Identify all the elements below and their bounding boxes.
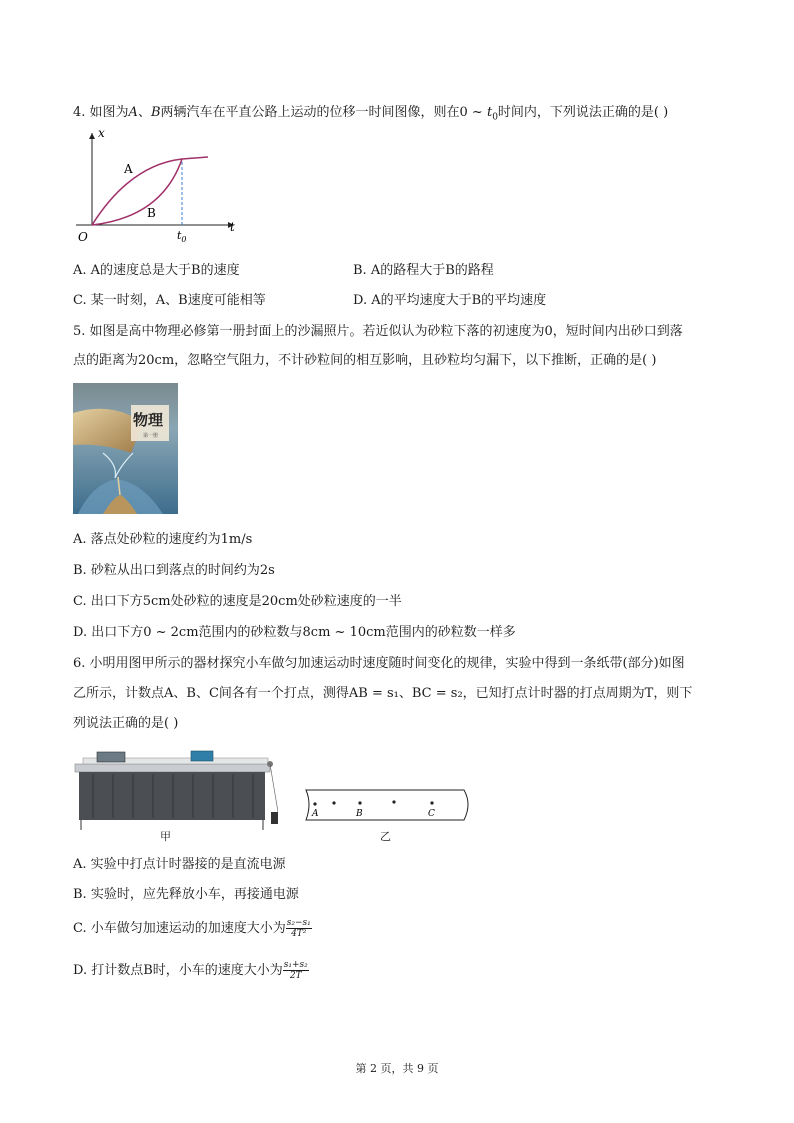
q4-xt-graph xyxy=(70,125,245,245)
curve-b-label: B xyxy=(147,206,156,220)
tape-dot-a xyxy=(313,802,316,805)
string xyxy=(270,764,278,812)
tape-dot-c xyxy=(430,801,433,804)
q5-option-b[interactable]: B. 砂粒从出口到落点的时间约为2s xyxy=(73,563,275,578)
tape-label-c: C xyxy=(428,809,435,819)
cart xyxy=(191,751,213,761)
axis-t-label: t xyxy=(230,220,235,234)
cart-apparatus-figure xyxy=(73,750,278,850)
timer xyxy=(97,752,125,762)
table-top xyxy=(75,764,270,772)
q4-stem: 4. 如图为A、B两辆汽车在平直公路上运动的位移一时间图像，则在0 ~ $t_0$时间内，下列说法正确的是( ) xyxy=(73,105,669,123)
q6-option-b[interactable]: B. 实验时，应先释放小车，再接通电源 xyxy=(73,887,299,902)
q5-stem-line2: 点的距离为20cm，忽略空气阻力，不计砂粒间的相互影响，且砂粒均匀漏下，以下推断，正确的是( ) xyxy=(73,353,657,368)
hanging-weight xyxy=(271,812,278,824)
origin-label: O xyxy=(78,230,88,244)
q4-option-d[interactable]: D. A的平均速度大于B的平均速度 xyxy=(353,293,547,308)
q5-option-a[interactable]: A. 落点处砂粒的速度约为1m/s xyxy=(73,532,253,547)
axis-x-label: x xyxy=(98,126,105,140)
q6-option-c-fraction: $\frac{\text{s₂−s₁}}{\text{4T²}}$ xyxy=(286,918,311,939)
q4-option-b[interactable]: B. A的路程大于B的路程 xyxy=(353,263,494,278)
cover-title: 物理 xyxy=(133,411,164,429)
tape-label-b: B xyxy=(356,809,363,819)
table-front xyxy=(79,772,265,820)
t0-tick-label: $t_0$ xyxy=(177,229,187,244)
q6-option-d-fraction: $\frac{\text{s₁+s₂}}{2T}$ xyxy=(283,960,308,981)
q5-stem-line1: 5. 如图是高中物理必修第一册封面上的沙漏照片。若近似认为砂粒下落的初速度为0，短时间内出砂口到落 xyxy=(73,324,683,339)
page-footer: 第 2 页，共 9 页 xyxy=(355,1062,439,1075)
q6-option-c[interactable]: C. 小车做匀加速运动的加速度大小为 $\frac{\text{s₂−s₁}}{\text{4T²}}$ xyxy=(73,918,311,939)
q6-stem-line3: 列说法正确的是( ) xyxy=(73,716,179,731)
figure-label-yi: 乙 xyxy=(380,830,391,843)
cover-subtitle: 第一册 xyxy=(143,433,159,439)
tape-outline xyxy=(306,790,468,820)
q5-option-d[interactable]: D. 出口下方0 ~ 2cm范围内的砂粒数与8cm ~ 10cm范围内的砂粒数一样多 xyxy=(73,625,516,640)
q6-stem-line1: 6. 小明用图甲所示的器材探究小车做匀加速运动时速度随时间变化的规律，实验中得到一条纸带(部分)如图 xyxy=(73,656,685,671)
figure-label-jia: 甲 xyxy=(160,830,171,843)
q6-option-a[interactable]: A. 实验中打点计时器接的是直流电源 xyxy=(73,857,286,872)
q6-stem-line2: 乙所示，计数点A、B、C间各有一个打点，测得AB = s₁、BC = s₂，已知打点计时器的打点周期为T，则下 xyxy=(73,686,693,701)
tape-dot-1 xyxy=(332,801,335,804)
curve-b xyxy=(92,159,182,225)
q4-option-a[interactable]: A. A的速度总是大于B的速度 xyxy=(73,263,240,278)
hourglass-book-photo xyxy=(73,383,178,514)
paper-tape-figure xyxy=(300,788,476,828)
curve-a-label: A xyxy=(124,162,133,176)
tape-dot-b xyxy=(358,801,361,804)
q4-option-c[interactable]: C. 某一时刻，A、B速度可能相等 xyxy=(73,293,266,308)
q5-option-c[interactable]: C. 出口下方5cm处砂粒的速度是20cm处砂粒速度的一半 xyxy=(73,594,402,609)
q6-option-d[interactable]: D. 打计数点B时，小车的速度大小为 $\frac{\text{s₁+s₂}}{2T}$ xyxy=(73,960,308,981)
tape-dot-2 xyxy=(392,800,395,803)
tape-label-a: A xyxy=(312,809,319,819)
